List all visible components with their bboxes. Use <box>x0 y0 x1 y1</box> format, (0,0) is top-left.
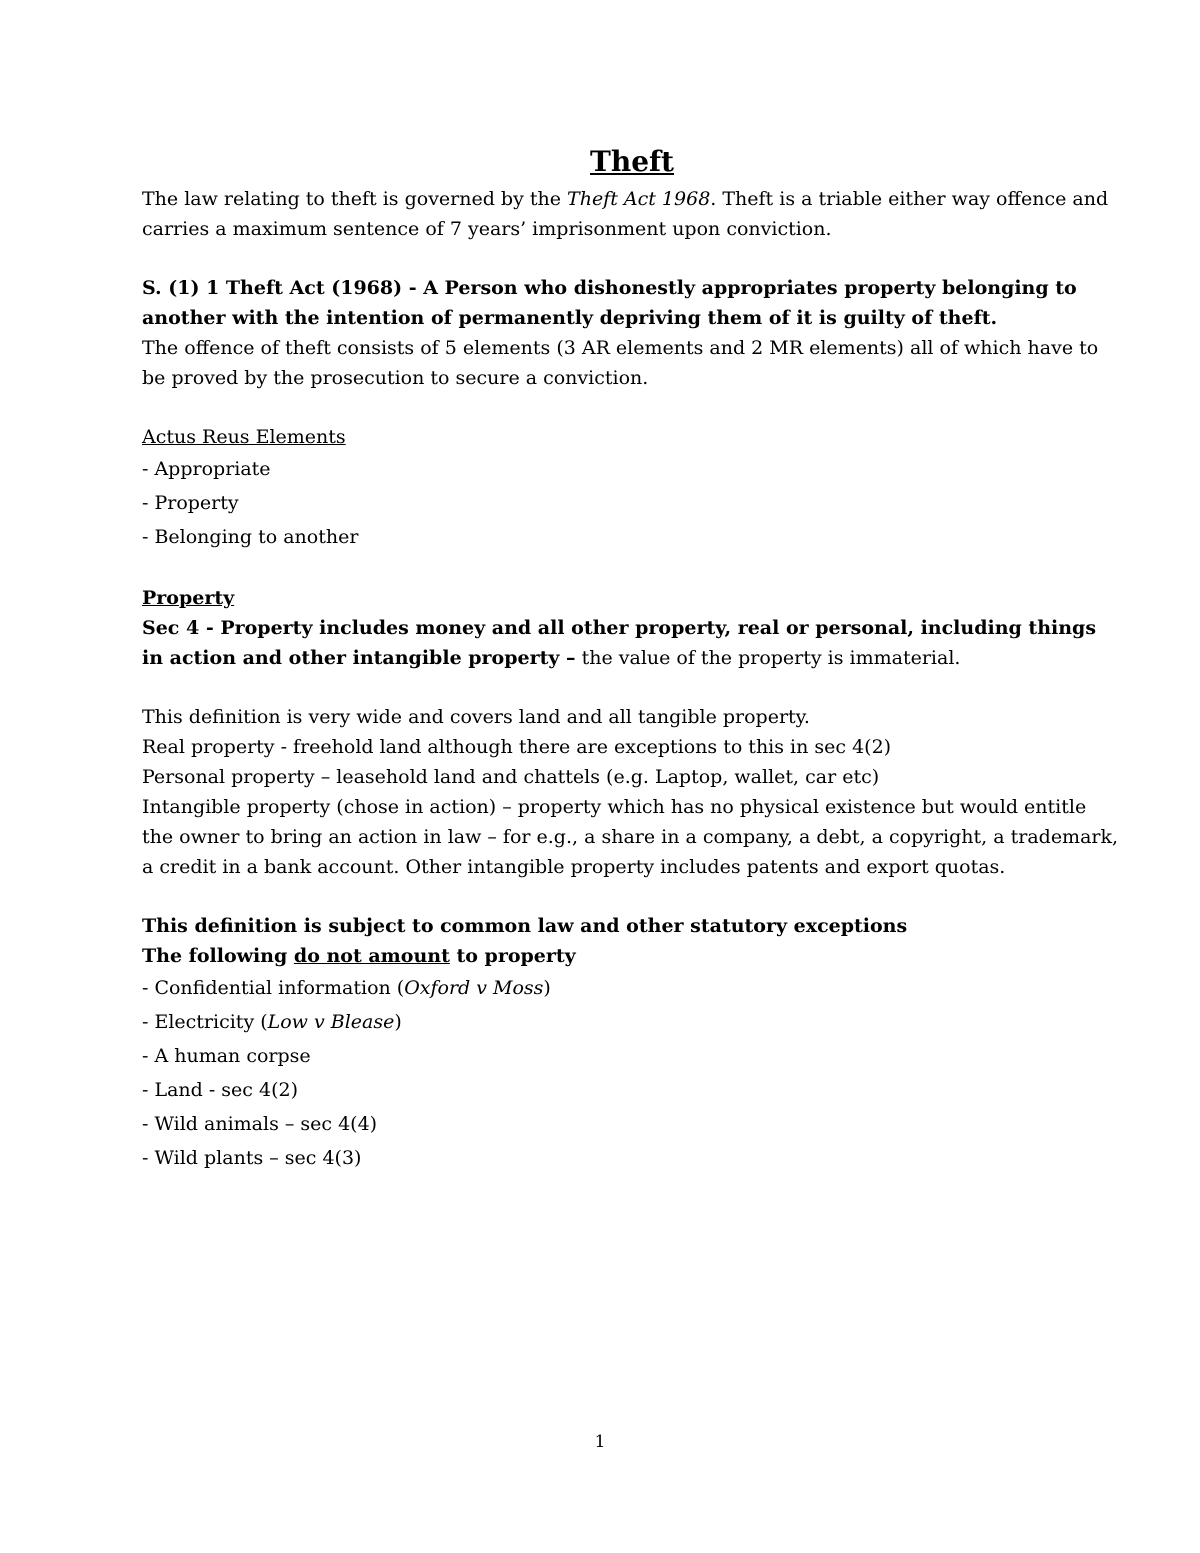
exceptions-heading: This definition is subject to common law and other statutory exceptions <box>142 915 908 937</box>
intro-act-name: Theft Act 1968 <box>567 188 711 210</box>
exception-item <box>142 1005 1122 1039</box>
exception-close: ) <box>543 977 551 999</box>
intro-text-2: . Theft is a triable either way offence and carries a maximum sentence of 7 years’ imprisonment upon conviction. <box>142 188 1109 240</box>
not-property-pre: The following <box>142 945 294 967</box>
case-name: Oxford v Moss <box>404 977 544 999</box>
definition-statute: S. (1) 1 Theft Act (1968) - A Person who dishonestly appropriates property belonging to another with the intention of permanently depriving them of it is guilty of theft. <box>142 277 1077 329</box>
property-heading: Property <box>142 587 235 609</box>
not-property-heading <box>142 941 1122 971</box>
exception-item: - Land - sec 4(2) <box>142 1079 298 1101</box>
actus-reus-item: - Property <box>142 492 239 514</box>
property-para-real: Real property - freehold land although there are exceptions to this in sec 4(2) <box>142 736 892 758</box>
exception-close: ) <box>394 1011 402 1033</box>
not-property-post: to property <box>449 945 576 967</box>
actus-reus-heading: Actus Reus Elements <box>142 426 346 448</box>
page-number: 1 <box>594 1432 606 1452</box>
property-para-intangible: Intangible property (chose in action) – property which has no physical existence but would entitle the owner to bring an action in law – for e.g., a share in a company, a debt, a copyright, a trademark, a credit in a bank account. Other intangible property includes patents and export quotas. <box>142 796 1119 878</box>
intro-paragraph <box>142 184 1122 244</box>
definition-elements-text: The offence of theft consists of 5 elements (3 AR elements and 2 MR elements) all of which have to be proved by the prosecution to secure a conviction. <box>142 337 1099 389</box>
exception-text: - Confidential information ( <box>142 977 405 999</box>
exception-text: - Electricity ( <box>142 1011 268 1033</box>
sec4-note: the value of the property is immaterial. <box>575 647 961 669</box>
exception-item: - Wild plants – sec 4(3) <box>142 1147 362 1169</box>
property-para-personal: Personal property – leasehold land and chattels (e.g. Laptop, wallet, car etc) <box>142 766 880 788</box>
property-para-wide: This definition is very wide and covers land and all tangible property. <box>142 706 810 728</box>
document-page <box>142 140 1122 1175</box>
document-title: Theft <box>590 145 674 178</box>
not-property-underlined: do not amount <box>293 945 450 967</box>
sec4-paragraph <box>142 613 1122 673</box>
sec4-statute: Sec 4 - Property includes money and all other property, real or personal, including things in action and other intangible property – <box>142 617 1097 669</box>
exception-item <box>142 971 1122 1005</box>
exception-item: - Wild animals – sec 4(4) <box>142 1113 378 1135</box>
case-name: Low v Blease <box>267 1011 395 1033</box>
exception-item: - A human corpse <box>142 1045 311 1067</box>
intro-text-1: The law relating to theft is governed by the <box>142 188 568 210</box>
actus-reus-item: - Appropriate <box>142 458 271 480</box>
actus-reus-item: - Belonging to another <box>142 526 359 548</box>
